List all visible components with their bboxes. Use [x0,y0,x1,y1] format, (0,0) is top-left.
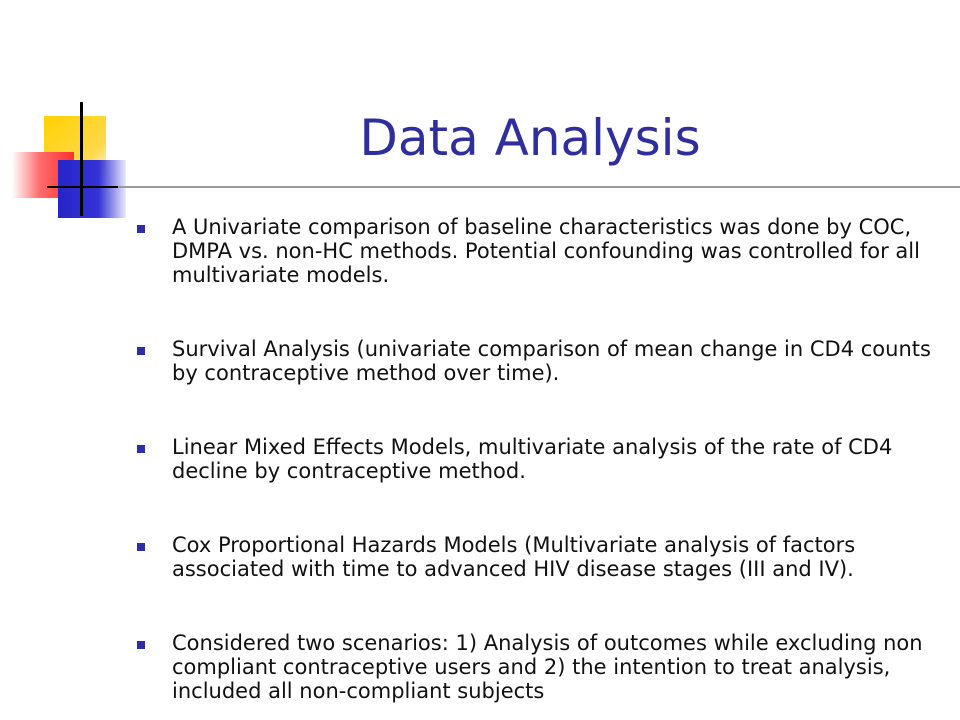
bullet-item [132,435,932,483]
bullet-text: Considered two scenarios: 1) Analysis of outcomes while excluding non compliant contraceptive users and 2) the intention to treat analysis, included all non-compliant subjects [172,631,923,703]
bullet-list [132,215,932,703]
bullet-item [132,337,932,385]
square-bullet-icon [137,225,145,233]
bullet-item [132,215,932,287]
square-bullet-icon [137,543,145,551]
slide-title: Data Analysis [359,109,701,167]
square-bullet-icon [137,641,145,649]
square-bullet-icon [137,445,145,453]
title-underline [118,186,960,188]
bullet-text: Survival Analysis (univariate comparison of mean change in CD4 counts by contraceptive method over time). [172,337,931,385]
bullet-text: A Univariate comparison of baseline characteristics was done by COC, DMPA vs. non-HC methods. Potential confounding was controlled for all multivariate models. [172,215,920,287]
bullet-text: Linear Mixed Effects Models, multivariate analysis of the rate of CD4 decline by contraceptive method. [172,435,893,483]
bullet-text: Cox Proportional Hazards Models (Multivariate analysis of factors associated with time to advanced HIV disease stages (III and IV). [172,533,856,581]
bullet-item [132,631,932,703]
square-bullet-icon [137,347,145,355]
bullet-item [132,533,932,581]
